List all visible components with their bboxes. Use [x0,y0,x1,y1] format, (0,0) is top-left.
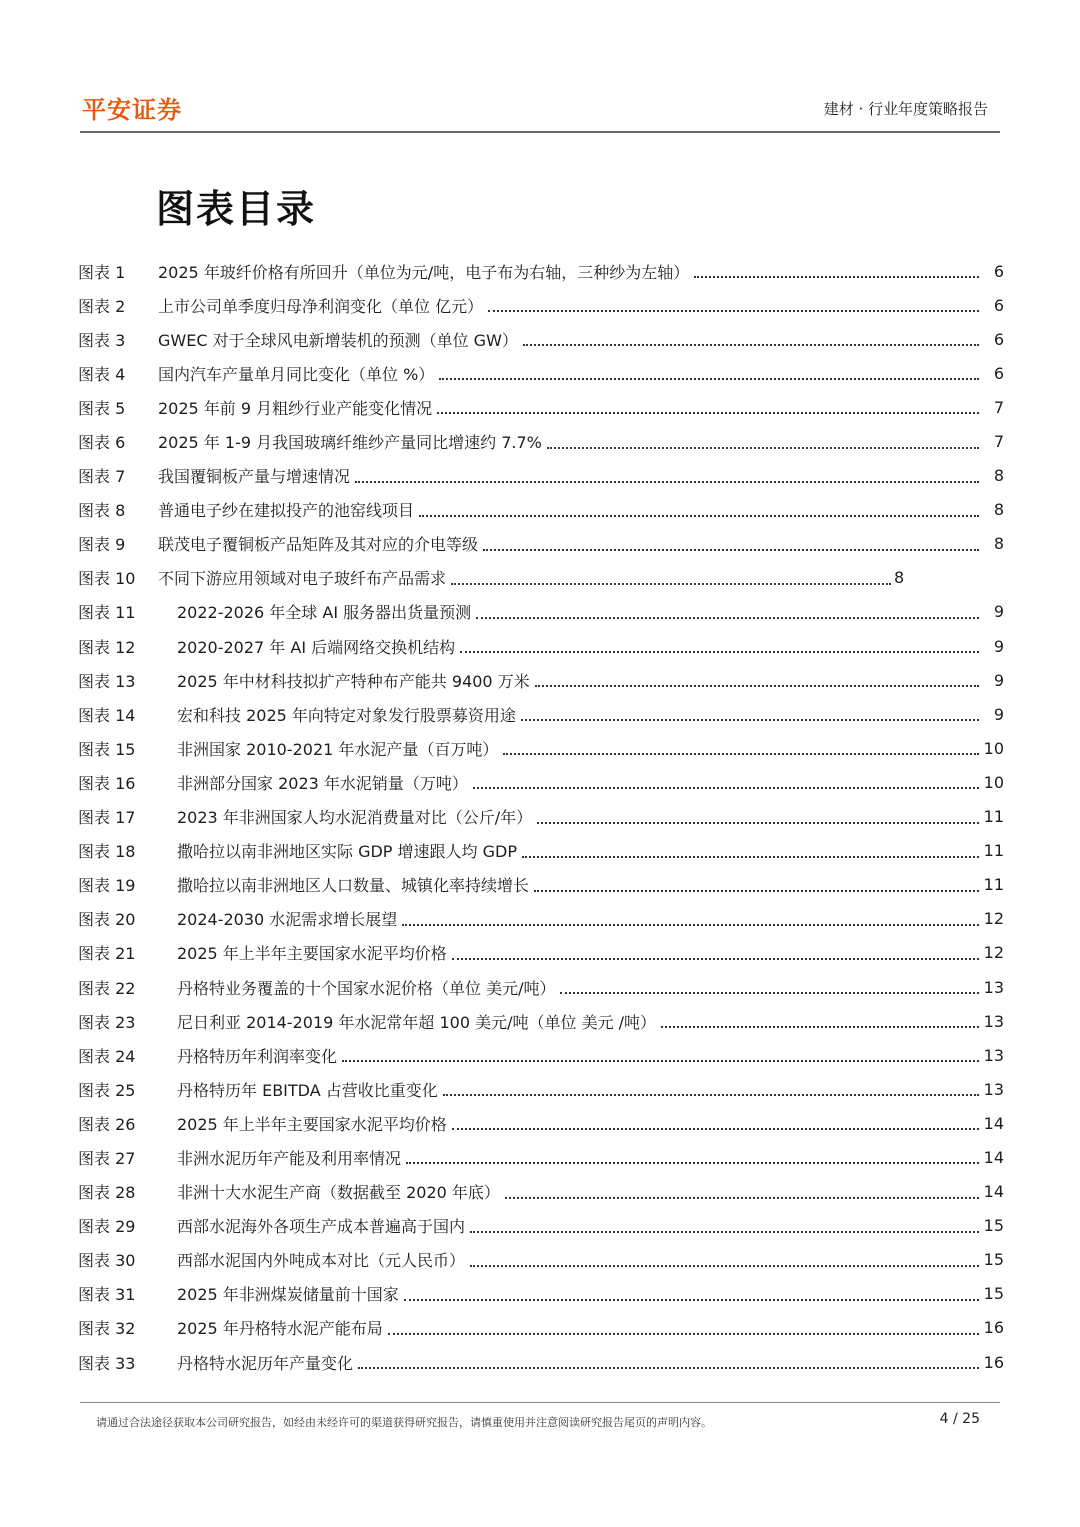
toc-dot-leader [523,344,979,346]
toc-entry[interactable] [78,595,1004,629]
toc-entry[interactable] [78,697,1004,731]
toc-entry-label: 图表 12 [78,637,136,657]
toc-dot-leader [476,617,979,619]
toc-entry-page[interactable]: 16 [983,1352,1004,1372]
toc-entry[interactable] [78,1311,1004,1345]
toc-entry-label: 图表 22 [78,978,136,998]
toc-entry[interactable] [78,1243,1004,1277]
toc-entry[interactable] [78,459,1004,493]
toc-entry-title[interactable]: 丹格特业务覆盖的十个国家水泥价格（单位 美元/吨） [177,978,556,998]
toc-entry-title[interactable]: 2025 年前 9 月粗纱行业产能变化情况 [158,398,433,418]
toc-dot-leader [460,651,979,653]
toc-dot-leader [522,856,979,858]
toc-dot-leader [342,1060,979,1062]
toc-entry-label: 图表 31 [78,1285,136,1305]
toc-entry-title[interactable]: 2025 年 1-9 月我国玻璃纤维纱产量同比增速约 7.7% [158,433,542,453]
page-header [80,88,1000,132]
toc-entry-label: 图表 6 [78,433,126,453]
toc-dot-leader [534,890,979,892]
toc-entry-label: 图表 2 [78,296,126,316]
toc-entry-title[interactable]: 丹格特历年利润率变化 [177,1046,338,1066]
toc-dot-leader [503,753,979,755]
toc-dot-leader [439,378,979,380]
footer-disclaimer: 请通过合法途径获取本公司研究报告，如经由未经许可的渠道获得研究报告，请慎重使用并注意阅读研究报告尾页的声明内容。 [96,1416,712,1429]
toc-entry[interactable] [78,493,1004,527]
toc-entry[interactable] [78,800,1004,834]
toc-entry-label: 图表 5 [78,398,126,418]
toc-entry[interactable] [78,936,1004,970]
toc-entry[interactable] [78,1072,1004,1106]
toc-entry-page[interactable]: 13 [983,977,1004,997]
toc-dot-leader [535,685,979,687]
toc-entry-label: 图表 7 [78,467,126,487]
toc-entry-page[interactable]: 6 [993,363,1004,383]
toc-entry-label: 图表 25 [78,1080,136,1100]
toc-entry-label: 图表 30 [78,1251,136,1271]
toc-entry-label: 图表 32 [78,1319,136,1339]
toc-entry-title[interactable]: 2025 年非洲煤炭储量前十国家 [177,1285,399,1305]
toc-entry-page[interactable]: 14 [983,1113,1004,1133]
toc-entry-page[interactable]: 15 [983,1216,1004,1236]
toc-entry[interactable] [78,288,1004,322]
toc-entry[interactable] [78,1140,1004,1174]
toc-entry-title[interactable]: 非洲水泥历年产能及利用率情况 [177,1148,402,1168]
toc-entry-label: 图表 3 [78,330,126,350]
toc-entry[interactable] [78,663,1004,697]
toc-entry-title[interactable]: 2022-2026 年全球 AI 服务器出货量预测 [177,603,472,623]
toc-dot-leader [358,1367,979,1369]
toc-entry-page[interactable]: 11 [983,807,1004,827]
toc-entry[interactable] [78,1175,1004,1209]
toc-entry-title[interactable]: 2024-2030 水泥需求增长展望 [177,910,398,930]
toc-dot-leader [694,276,979,278]
toc-entry-page[interactable]: 9 [993,636,1004,656]
toc-entry-page[interactable]: 8 [894,568,905,588]
toc-entry-title[interactable]: 2023 年非洲国家人均水泥消费量对比（公斤/年） [177,808,533,828]
toc-entry-label: 图表 19 [78,876,136,896]
toc-entry-label: 图表 15 [78,739,136,759]
toc-entry[interactable] [78,1038,1004,1072]
toc-entry-label: 图表 9 [78,535,126,555]
toc-dot-leader [355,481,979,483]
toc-dot-leader [437,412,979,414]
toc-entry-page[interactable]: 12 [983,943,1004,963]
toc-entry[interactable] [78,424,1004,458]
toc-entry-title[interactable]: 非洲国家 2010-2021 年水泥产量（百万吨） [177,739,499,759]
toc-entry-label: 图表 18 [78,842,136,862]
toc-entry-label: 图表 17 [78,808,136,828]
toc-entry[interactable] [78,868,1004,902]
toc-entry-title[interactable]: 联茂电子覆铜板产品矩阵及其对应的介电等级 [158,535,479,555]
toc-entry-title[interactable]: 尼日利亚 2014-2019 年水泥常年超 100 美元/吨（单位 美元 /吨） [177,1012,657,1032]
toc-entry-title[interactable]: 2020-2027 年 AI 后端网络交换机结构 [177,637,456,657]
toc-entry-page[interactable]: 9 [993,602,1004,622]
toc-dot-leader [537,822,979,824]
toc-entry-page[interactable]: 6 [993,329,1004,349]
toc-dot-leader [451,583,891,585]
toc-entry-label: 图表 33 [78,1353,136,1373]
toc-entry[interactable] [78,834,1004,868]
toc-entry-title[interactable]: 非洲十大水泥生产商（数据截至 2020 年底） [177,1183,500,1203]
toc-entry-label: 图表 14 [78,705,136,725]
toc-entry-label: 图表 10 [78,569,136,589]
toc-entry-label: 图表 11 [78,603,136,623]
toc-entry-page[interactable]: 14 [983,1182,1004,1202]
toc-entry[interactable] [78,970,1004,1004]
toc-entry-label: 图表 20 [78,910,136,930]
toc-dot-leader [483,549,979,551]
toc-entry-title[interactable]: 2025 年中材科技拟扩产特种布产能共 9400 万米 [177,671,530,691]
toc-entry-page[interactable]: 15 [983,1250,1004,1270]
toc-entry-page[interactable]: 7 [993,397,1004,417]
toc-entry-page[interactable]: 16 [983,1318,1004,1338]
toc-entry-title[interactable]: 西部水泥海外各项生产成本普遍高于国内 [177,1217,466,1237]
report-type: 建材 · 行业年度策略报告 [823,100,988,118]
footer-divider [80,1402,1000,1403]
toc-entry-title[interactable]: 2025 年上半年主要国家水泥平均价格 [177,1114,447,1134]
toc-entry-page[interactable]: 10 [983,738,1004,758]
toc-entry-page[interactable]: 15 [983,1284,1004,1304]
toc-entry-title[interactable]: 丹格特历年 EBITDA 占营收比重变化 [177,1080,438,1100]
toc-entry-title[interactable]: 2025 年丹格特水泥产能布局 [177,1319,383,1339]
toc-entry-title[interactable]: 上市公司单季度归母净利润变化（单位 亿元） [158,296,484,316]
toc-dot-leader [419,515,979,517]
toc-dot-leader [505,1197,979,1199]
toc-entry-title[interactable]: 宏和科技 2025 年向特定对象发行股票募资用途 [177,705,516,725]
toc-entry-label: 图表 21 [78,944,136,964]
toc-entry-label: 图表 27 [78,1148,136,1168]
toc-entry-title[interactable]: 撒哈拉以南非洲地区实际 GDP 增速跟人均 GDP [177,842,517,862]
toc-entry[interactable] [78,1345,1004,1379]
toc-entry-page[interactable]: 13 [983,1011,1004,1031]
toc-entry-label: 图表 16 [78,773,136,793]
toc-entry-title[interactable]: 普通电子纱在建拟投产的池窑线项目 [158,501,415,521]
toc-entry-title[interactable]: 国内汽车产量单月同比变化（单位 %） [158,364,435,384]
toc-dot-leader [488,310,979,312]
toc-dot-leader [402,924,979,926]
toc-entry[interactable] [78,1277,1004,1311]
toc-dot-leader [470,1231,979,1233]
toc-entry-label: 图表 1 [78,262,126,282]
toc-dot-leader [452,1128,979,1130]
toc-entry-page[interactable]: 7 [993,432,1004,452]
toc-entry-page[interactable]: 8 [993,500,1004,520]
toc-entry[interactable] [78,561,1004,595]
toc-entry-page[interactable]: 14 [983,1147,1004,1167]
toc-entry[interactable] [78,254,1004,288]
toc-dot-leader [470,1265,979,1267]
toc-entry-title[interactable]: 不同下游应用领域对电子玻纤布产品需求 [158,569,447,589]
toc-dot-leader [443,1094,979,1096]
toc-entry-page[interactable]: 12 [983,909,1004,929]
toc-entry[interactable] [78,902,1004,936]
toc-entry-page[interactable]: 8 [993,466,1004,486]
toc-entry-title[interactable]: GWEC 对于全球风电新增装机的预测（单位 GW） [158,330,518,350]
toc-entry-label: 图表 13 [78,671,136,691]
toc-dot-leader [452,958,979,960]
toc-entry-title[interactable]: 2025 年上半年主要国家水泥平均价格 [177,944,447,964]
toc-entry[interactable] [78,527,1004,561]
toc-entry-title[interactable]: 2025 年玻纤价格有所回升（单位为元/吨，电子布为右轴，三种纱为左轴） [158,262,690,282]
toc-entry-page[interactable]: 13 [983,1045,1004,1065]
toc-entry-label: 图表 26 [78,1114,136,1134]
toc-dot-leader [388,1333,979,1335]
toc-dot-leader [661,1026,979,1028]
toc-entry[interactable] [78,1004,1004,1038]
header-divider [80,131,1000,133]
toc-dot-leader [560,992,979,994]
toc-entry-title[interactable]: 我国覆铜板产量与增速情况 [158,467,351,487]
toc-dot-leader [473,787,979,789]
toc-entry-label: 图表 23 [78,1012,136,1032]
toc-entry-title[interactable]: 丹格特水泥历年产量变化 [177,1353,354,1373]
toc-entry[interactable] [78,1106,1004,1140]
page-number: 4 / 25 [939,1411,980,1427]
toc-entry-title[interactable]: 西部水泥国内外吨成本对比（元人民币） [177,1251,466,1271]
table-of-figures [78,254,1004,1379]
toc-dot-leader [406,1162,979,1164]
toc-entry-label: 图表 8 [78,501,126,521]
toc-entry[interactable] [78,765,1004,799]
page-title: 图表目录 [156,187,317,231]
toc-entry-page[interactable]: 9 [993,670,1004,690]
toc-entry-title[interactable]: 撒哈拉以南非洲地区人口数量、城镇化率持续增长 [177,876,530,896]
toc-entry[interactable] [78,629,1004,663]
toc-entry[interactable] [78,356,1004,390]
toc-dot-leader [547,447,979,449]
toc-dot-leader [404,1299,979,1301]
toc-entry-page[interactable]: 9 [993,704,1004,724]
toc-entry-title[interactable]: 非洲部分国家 2023 年水泥销量（万吨） [177,773,468,793]
toc-entry-label: 图表 24 [78,1046,136,1066]
toc-entry-page[interactable]: 6 [993,295,1004,315]
toc-entry-page[interactable]: 8 [993,534,1004,554]
toc-entry-page[interactable]: 10 [983,772,1004,792]
company-logo: 平安证券 [82,96,182,124]
toc-entry[interactable] [78,322,1004,356]
toc-entry-label: 图表 28 [78,1183,136,1203]
toc-entry[interactable] [78,1209,1004,1243]
toc-entry-label: 图表 4 [78,364,126,384]
toc-entry-label: 图表 29 [78,1217,136,1237]
toc-entry-page[interactable]: 6 [993,261,1004,281]
toc-entry[interactable] [78,390,1004,424]
toc-dot-leader [521,719,979,721]
toc-entry-page[interactable]: 13 [983,1079,1004,1099]
toc-entry-page[interactable]: 11 [983,875,1004,895]
toc-entry-page[interactable]: 11 [983,841,1004,861]
toc-entry[interactable] [78,731,1004,765]
